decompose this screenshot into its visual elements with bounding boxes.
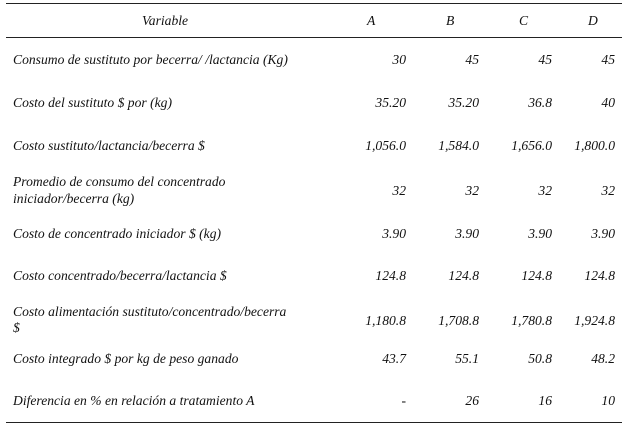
row-label: Costo sustituto/lactancia/becerra $ <box>13 138 205 153</box>
cell-b: 124.8 <box>448 268 479 283</box>
cell-b: 26 <box>465 393 479 408</box>
cell-b: 3.90 <box>455 226 479 241</box>
cell-a: 124.8 <box>375 268 406 283</box>
cell-c: 124.8 <box>521 268 552 283</box>
cell-a: 3.90 <box>382 226 406 241</box>
row-label-line1: Costo alimentación sustituto/concentrado/becerra <box>13 304 287 319</box>
table-top-rule <box>6 3 622 4</box>
cell-d: 48.2 <box>591 351 615 366</box>
cell-c: 32 <box>538 183 552 198</box>
cell-a: 32 <box>392 183 406 198</box>
header-variable: Variable <box>142 13 189 28</box>
cell-b: 55.1 <box>455 351 479 366</box>
row-label-line2: iniciador/becerra (kg) <box>13 191 135 206</box>
cell-b: 32 <box>465 183 479 198</box>
row-label: Costo concentrado/becerra/lactancia $ <box>13 268 227 283</box>
cell-a: 1,056.0 <box>365 138 406 153</box>
cell-c: 3.90 <box>528 226 552 241</box>
data-table <box>6 0 622 428</box>
cell-d: 45 <box>601 52 615 67</box>
header-a: A <box>367 13 376 28</box>
cell-b: 1,584.0 <box>438 138 479 153</box>
row-label: Consumo de sustituto por becerra/ /lactancia (Kg) <box>13 52 288 67</box>
cell-d: 1,800.0 <box>574 138 615 153</box>
cell-b: 45 <box>465 52 479 67</box>
row-label: Costo del sustituto $ por (kg) <box>13 95 172 110</box>
cell-a: 35.20 <box>375 95 406 110</box>
cell-c: 36.8 <box>528 95 552 110</box>
row-label-line2: $ <box>13 320 20 335</box>
row-label: Costo integrado $ por kg de peso ganado <box>13 351 239 366</box>
cell-b: 35.20 <box>448 95 479 110</box>
row-label: Diferencia en % en relación a tratamiento A <box>13 393 255 408</box>
row-label-line1: Promedio de consumo del concentrado <box>13 174 226 189</box>
cell-a: 30 <box>392 52 406 67</box>
cell-a: 43.7 <box>382 351 406 366</box>
cell-c: 1,656.0 <box>511 138 552 153</box>
cell-c: 16 <box>538 393 552 408</box>
row-label: Costo de concentrado iniciador $ (kg) <box>13 226 222 241</box>
cell-d: 32 <box>601 183 615 198</box>
cell-a: - <box>401 393 406 408</box>
table-bottom-rule <box>6 422 622 423</box>
cell-c: 50.8 <box>528 351 552 366</box>
cell-d: 1,924.8 <box>574 313 615 328</box>
cell-d: 10 <box>601 393 615 408</box>
cell-b: 1,708.8 <box>438 313 479 328</box>
header-d: D <box>588 13 598 28</box>
cell-c: 45 <box>538 52 552 67</box>
header-b: B <box>446 13 455 28</box>
table-header-rule <box>6 37 622 38</box>
cell-d: 124.8 <box>584 268 615 283</box>
cell-a: 1,180.8 <box>365 313 406 328</box>
header-c: C <box>519 13 529 28</box>
cell-d: 40 <box>601 95 615 110</box>
cell-d: 3.90 <box>591 226 615 241</box>
cell-c: 1,780.8 <box>511 313 552 328</box>
